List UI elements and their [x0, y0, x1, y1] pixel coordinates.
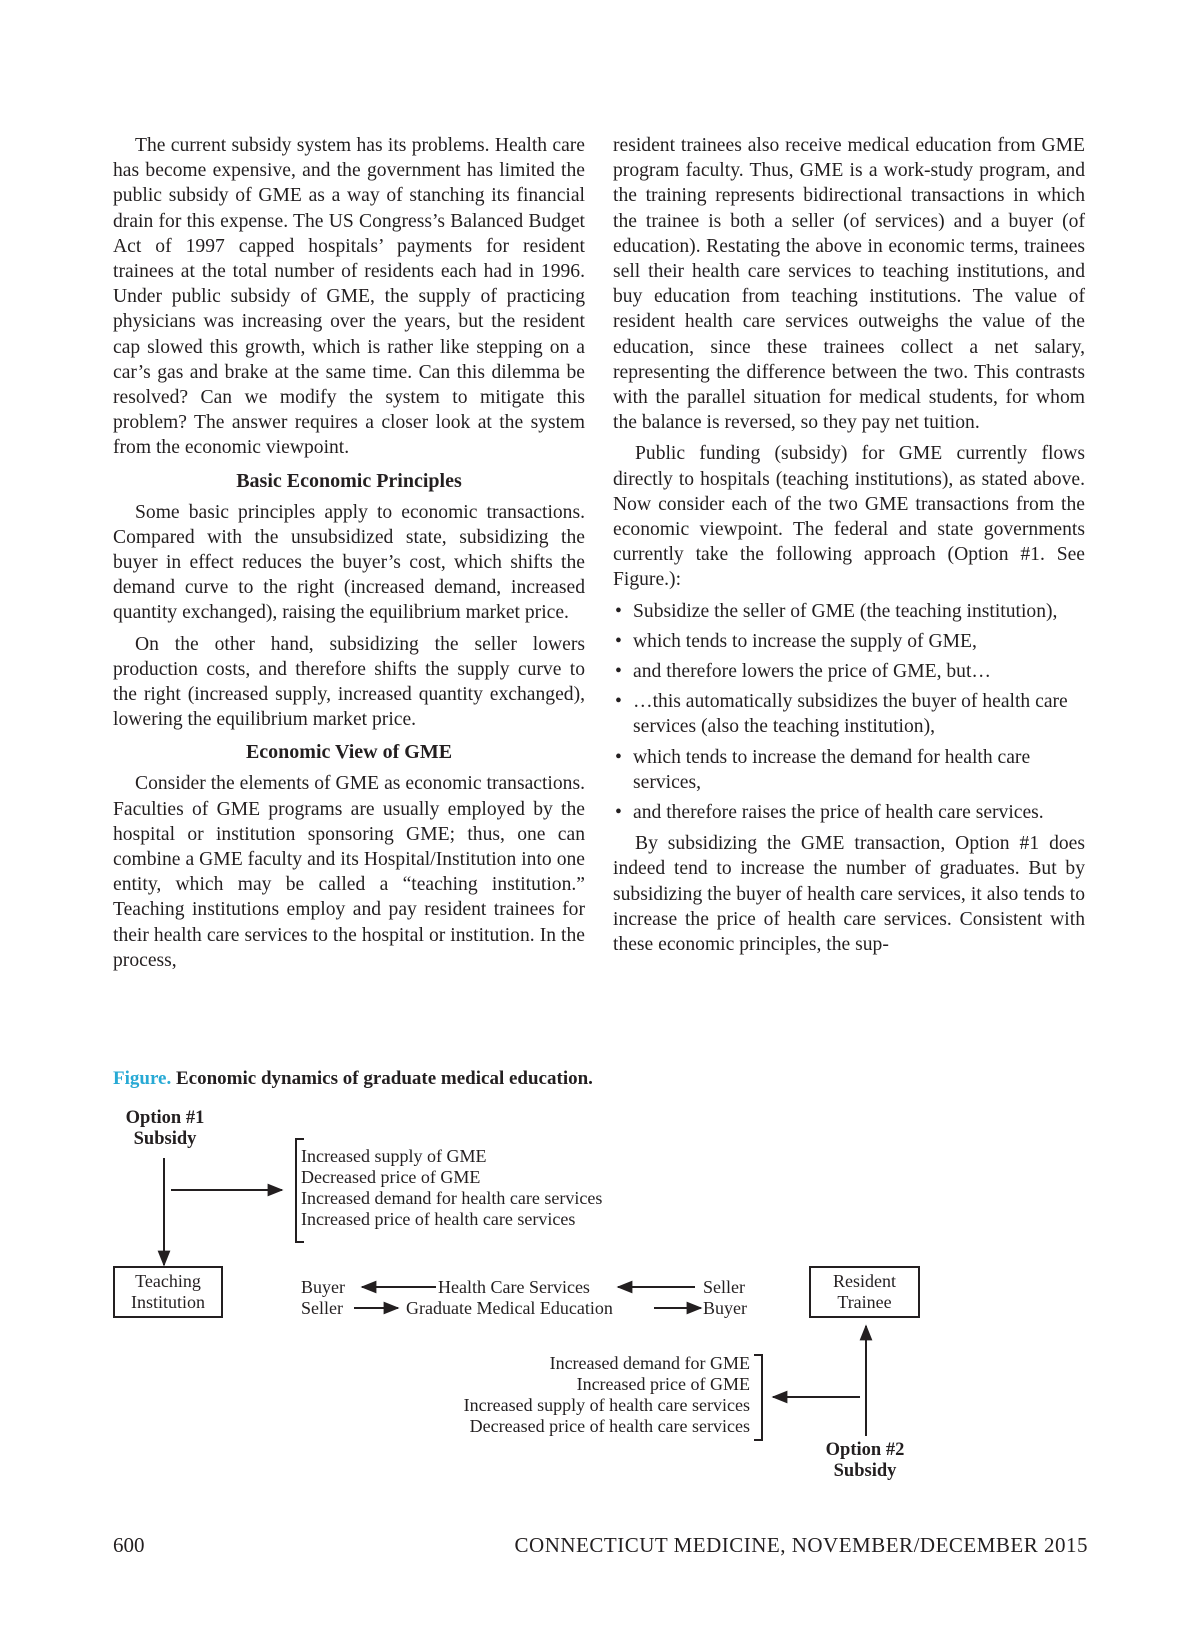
list-item: • which tends to increase the demand for health care services, [613, 745, 1085, 795]
seller-left: Seller [301, 1298, 343, 1318]
effect-item: Increased demand for health care services [301, 1188, 603, 1208]
effect-item: Decreased price of GME [301, 1167, 481, 1187]
effect-item: Increased price of GME [576, 1374, 750, 1394]
bracket-option2 [754, 1355, 762, 1440]
teaching-institution-box: Teaching Institution [113, 1266, 223, 1318]
figure-label: Figure. [113, 1068, 172, 1089]
effect-item: Increased price of health care services [301, 1209, 576, 1229]
effect-item: Increased demand for GME [549, 1353, 750, 1373]
effect-item: Decreased price of health care services [469, 1416, 750, 1436]
paragraph: Public funding (subsidy) for GME currently flows directly to hospitals (teaching institutions), as stated above. Now consider each of the two GME transactions from the economic viewpoint. The federal and state governments currently take the following approach (Option #1. See Figure.): [613, 443, 1085, 591]
paragraph: Consider the elements of GME as economic transactions. Faculties of GME programs are usually employed by the hospital or institution sponsoring GME; thus, one can combine a GME faculty and its Hospital/Institution into one entity, which may be called a “teaching institution.” Teaching institutions employ and pay resident trainees for their health care services to the hospital or institution. In the process, [113, 773, 585, 971]
health-care-services-label: Health Care Services [438, 1277, 590, 1297]
list-item: • and therefore lowers the price of GME, but… [613, 659, 1085, 684]
figure-caption-text: Economic dynamics of graduate medical education. [171, 1068, 593, 1089]
list-item: • and therefore raises the price of health care services. [613, 800, 1085, 825]
option2-effects [464, 1353, 750, 1437]
paragraph: By subsidizing the GME transaction, Option #1 does indeed tend to increase the number of graduates. But by subsidizing the buyer of health care services, it also tends to increase the price of health care services. Consistent with these economic principles, the sup- [613, 833, 1085, 956]
list-item: • …this automatically subsidizes the buyer of health care services (also the teaching institution), [613, 689, 1085, 739]
graduate-medical-education-label: Graduate Medical Education [406, 1298, 613, 1318]
paragraph: The current subsidy system has its problems. Health care has become expensive, and the government has limited the public subsidy of GME as a way of stanching its financial drain for this expense. The US Congress’s Balanced Budget Act of 1997 capped hospitals’ payments for resident trainees at the total number of residents each had in 1996. Under public subsidy of GME, the supply of practicing physicians was increasing over the years, but the resident cap slowed this growth, which is rather like stepping on a car’s gas and brake at the same time. Can this dilemma be resolved? Can we modify the system to mitigate this problem? The answer requires a closer look at the system from the economic viewpoint. [113, 135, 585, 459]
journal-footer: CONNECTICUT MEDICINE, NOVEMBER/DECEMBER 2015 [514, 1533, 1088, 1557]
paragraph: On the other hand, subsidizing the seller lowers production costs, and therefore shifts the supply curve to the right (increased supply, increased quantity exchanged), lowering the equilibrium market price. [113, 633, 585, 731]
section-heading: Economic View of GME [245, 741, 453, 764]
option1-effects [301, 1146, 602, 1230]
paragraph: Some basic principles apply to economic transactions. Compared with the unsubsidized state, subsidizing the buyer in effect reduces the buyer’s cost, which shifts the demand curve to the right (increased demand, increased quantity exchanged), raising the equilibrium market price. [113, 501, 585, 624]
list-item: • which tends to increase the supply of GME, [613, 629, 1085, 654]
effect-item: Increased supply of health care services [463, 1395, 750, 1415]
section-heading: Basic Economic Principles [236, 469, 462, 492]
resident-trainee-box: Resident Trainee [809, 1266, 920, 1318]
paragraph: resident trainees also receive medical education from GME program faculty. Thus, GME is a work-study program, and the training represents bidirectional transactions in which the trainee is both a seller (of services) and a buyer (of education). Restating the above in economic terms, trainees sell their health care services to teaching institutions, and buy education from teaching institutions. The value of resident health care services outweighs the value of the education, since these trainees collect a net salary, representing the difference between the two. This contrasts with the parallel situation for medical students, for whom the balance is reversed, so they pay net tuition. [613, 135, 1085, 434]
page-number: 600 [113, 1533, 145, 1557]
option2-label: Option #2 Subsidy [825, 1440, 905, 1481]
list-item: • Subsidize the seller of GME (the teaching institution), [613, 599, 1085, 624]
option1-label: Option #1 Subsidy [125, 1108, 205, 1149]
effect-item: Increased supply of GME [301, 1146, 487, 1166]
buyer-left: Buyer [301, 1277, 345, 1297]
buyer-right: Buyer [703, 1298, 747, 1318]
seller-right: Seller [703, 1277, 745, 1297]
